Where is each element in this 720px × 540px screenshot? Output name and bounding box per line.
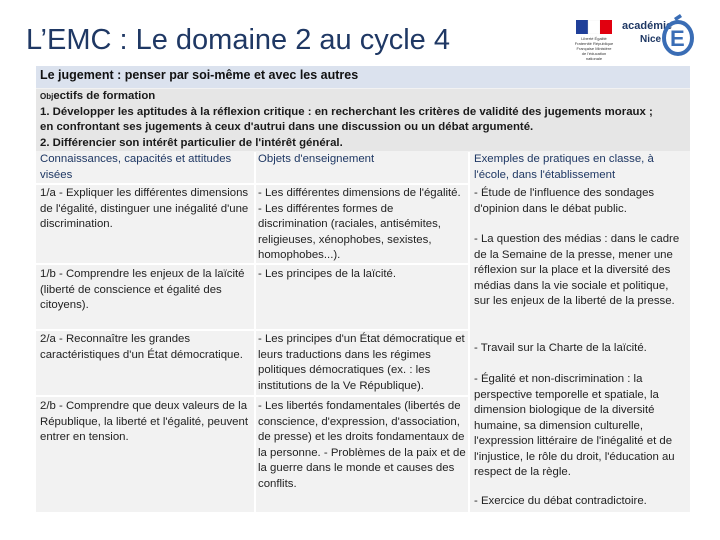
svg-text:E: E (670, 26, 685, 51)
objective-2: 2. Différencier son intérêt particulier de l'intérêt général. (40, 136, 343, 149)
row-2b-knowledge: 2/b - Comprendre que deux valeurs de la République, la liberté et l'égalité, peuvent entrer en tension. (40, 400, 248, 443)
slide-title: L’EMC : Le domaine 2 au cycle 4 (26, 24, 450, 56)
programme-document (36, 66, 690, 512)
objective-1-continued: en confrontant ses jugements à ceux d'autrui dans une discussion ou un débat argumenté. (40, 121, 534, 133)
flag-icon (576, 20, 612, 34)
academie-e-icon (658, 14, 694, 56)
row-1a-knowledge: 1/a - Expliquer les différentes dimensions de l'égalité, distinguer une inégalité d'une discrimination. (40, 187, 249, 230)
objectives-title: Objectifs de formation (40, 90, 156, 102)
document-heading: Le jugement : penser par soi-même et avec les autres (36, 66, 690, 88)
row-divider (36, 263, 468, 265)
row-divider (36, 183, 468, 185)
example-debate: - Exercice du débat contradictoire. (474, 495, 647, 507)
row-divider (36, 329, 468, 331)
republique-text: Liberté Égalité Fraternité République Française Ministère de l'éducation nationale (574, 36, 614, 61)
example-equality: - Égalité et non-discrimination : la perspective temporelle et spatiale, la dimension biologique de la diversité humaine, sa dimension culturelle, l'expression littéraire de l'inégalité et de l'injustice, le rôle du droit, l'éducation au respect de la règle. (474, 373, 675, 478)
column-header-examples: Exemples de pratiques en classe, à l'école, dans l'établissement (474, 153, 654, 181)
example-charter: - Travail sur la Charte de la laïcité. (474, 342, 647, 354)
row-1b-knowledge: 1/b - Comprendre les enjeux de la laïcité (liberté de conscience et égalité des citoyens). (40, 268, 245, 311)
row-1b-objects: - Les principes de la laïcité. (258, 268, 397, 280)
city-label: Nice (640, 34, 662, 45)
row-2a-objects: - Les principes d'un État démocratique et leurs traductions dans les régimes politiques démocratiques (ex. : les institutions de la Ve République). (258, 333, 465, 392)
row-divider (36, 395, 468, 397)
example-polls: - Étude de l'influence des sondages d'opinion dans le débat public. (474, 187, 655, 215)
row-2b-objects: - Les libertés fondamentales (libertés de conscience, d'expression, d'association, de presse) et les droits fondamentaux de la personne. - Problèmes de la paix et de la guerre dans le monde et causes des conflits. (258, 400, 466, 490)
objectives-block (36, 89, 690, 151)
column-header-objects: Objets d'enseignement (258, 153, 375, 165)
column-header-knowledge: Connaissances, capacités et attitudes visées (40, 153, 232, 181)
row-1a-objects: - Les différentes dimensions de l'égalité. - Les différentes formes de discrimination (raciales, antisémites, religieuses, xénophobes, sexistes, homophobes...). (258, 187, 461, 261)
objective-1: 1. Développer les aptitudes à la réflexion critique : en recherchant les critères de validité des jugements moraux ; (40, 105, 653, 118)
academie-label: académie (622, 20, 673, 32)
academie-nice-logo (622, 14, 694, 56)
republique-francaise-logo (574, 20, 614, 61)
row-2a-knowledge: 2/a - Reconnaître les grandes caractéristiques d'un État démocratique. (40, 333, 243, 361)
example-media: - La question des médias : dans le cadre de la Semaine de la presse, mener une réflexion sur la place et la diversité des médias dans la vie sociale et politique, sur les enjeux de la liberté de la presse. (474, 233, 680, 307)
